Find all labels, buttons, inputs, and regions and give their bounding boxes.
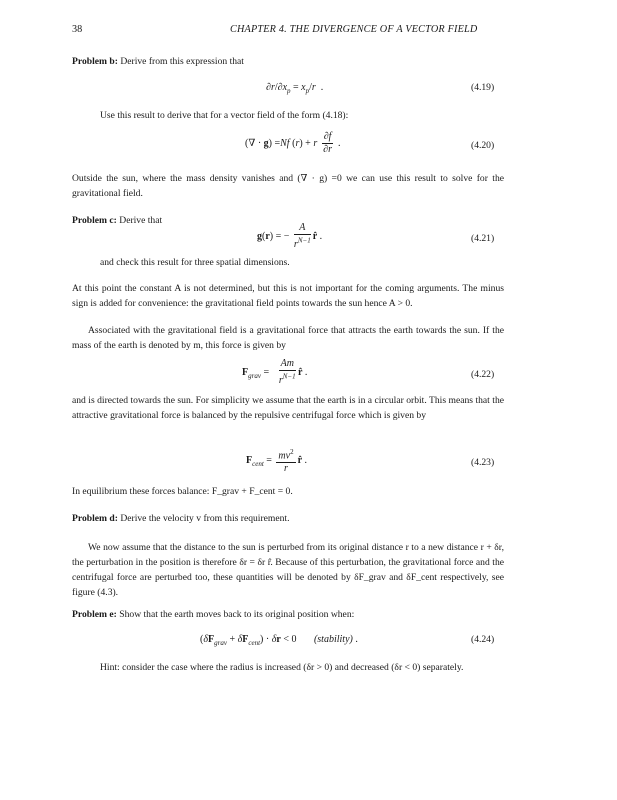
- equation-number-4-19: (4.19): [471, 82, 495, 93]
- paragraph-gravitational-force: Associated with the gravitational field is a gravitational force that attracts the earth towards the sun. If the mass of the earth is denoted by m, this force is given by: [72, 325, 504, 351]
- fraction-am-over-r: $\frac{Am}{r^{N-1}}$: [278, 358, 296, 387]
- problem-b-followup: Use this result to derive that for a vector field of the form (4.18):: [100, 110, 349, 121]
- chapter-title: CHAPTER 4. THE DIVERGENCE OF A VECTOR FIELD: [230, 24, 478, 35]
- page-number: 38: [72, 24, 83, 35]
- equation-number-4-24: (4.24): [471, 634, 495, 645]
- problem-e-hint: Hint: consider the case where the radius is increased (δr > 0) and decreased (δr < 0) separately.: [100, 662, 464, 673]
- problem-c-text: Derive that: [119, 215, 163, 226]
- equation-4-24: $(\delta F_{grav} + \delta F_{cent}) \cdot \delta r < 0$ (stability) .: [200, 634, 358, 647]
- equation-number-4-22: (4.22): [471, 369, 495, 380]
- problem-c-label: Problem c:: [72, 215, 117, 226]
- problem-d: [72, 512, 290, 525]
- fraction-df-dr: $\frac{\partial f}{\partial r}$: [323, 131, 333, 155]
- problem-e-text: Show that the earth moves back to its original position when:: [119, 609, 355, 620]
- equation-4-21: g(r) = − $\frac{A}{r^{N-1}}$ r̂ .: [257, 222, 323, 251]
- paragraph-perturbation: We now assume that the distance to the sun is perturbed from its original distance r to a new distance r + δr, the perturbation in the position is therefore δr = δr r̂. Because of this perturbation, the gravitational force and the centrifugal force are perturbed too, these quantities will be denoted by δF_grav and δF_cent respectively, see figure (4.3).: [72, 542, 504, 598]
- paragraph-circular-orbit: and is directed towards the sun. For simplicity we assume that the earth is in a circular orbit. This means that the attractive gravitational force is balanced by the repulsive centrifugal force which is given by: [72, 395, 504, 421]
- equation-number-4-20: (4.20): [471, 140, 495, 151]
- equation-number-4-21: (4.21): [471, 233, 495, 244]
- equation-4-22: $F_{grav}$ = $\frac{Am}{r^{N-1}}$ r̂ .: [242, 358, 308, 387]
- problem-d-label: Problem d:: [72, 513, 118, 524]
- problem-d-text: Derive the velocity v from this requirement.: [120, 513, 290, 524]
- stability-label: (stability): [313, 634, 353, 645]
- problem-b: [72, 55, 244, 68]
- problem-c-followup: and check this result for three spatial dimensions.: [100, 257, 290, 268]
- paragraph-outside-sun: Outside the sun, where the mass density vanishes and (∇ · g) =0 we can use this result to solve for the gravitational field.: [72, 173, 504, 199]
- equation-4-19: $\partial r/\partial x_p = x_p/r$ .: [266, 82, 324, 95]
- problem-c: [72, 214, 162, 227]
- problem-e-label: Problem e:: [72, 609, 117, 620]
- paragraph-constant-a: At this point the constant A is not determined, but this is not important for the coming arguments. The minus sign is added for convenience: the gravitational field points towards the sun hence A > 0.: [72, 283, 504, 309]
- equilibrium-statement: In equilibrium these forces balance: F_grav + F_cent = 0.: [72, 486, 293, 497]
- equation-4-20: (∇ · g) =Nf (r) + r $\frac{\partial f}{\partial r}$ .: [245, 131, 341, 155]
- problem-e: [72, 608, 354, 621]
- fraction-a-over-r: $\frac{A}{r^{N-1}}$: [293, 222, 311, 251]
- equation-number-4-23: (4.23): [471, 457, 495, 468]
- equation-4-23: $F_{cent}$ = $\frac{mv^2}{r}$ r̂ .: [246, 448, 308, 475]
- problem-b-text: Derive from this expression that: [120, 56, 244, 67]
- problem-b-label: Problem b:: [72, 56, 118, 67]
- fraction-mv2-over-r: $\frac{mv^2}{r}$: [278, 448, 294, 475]
